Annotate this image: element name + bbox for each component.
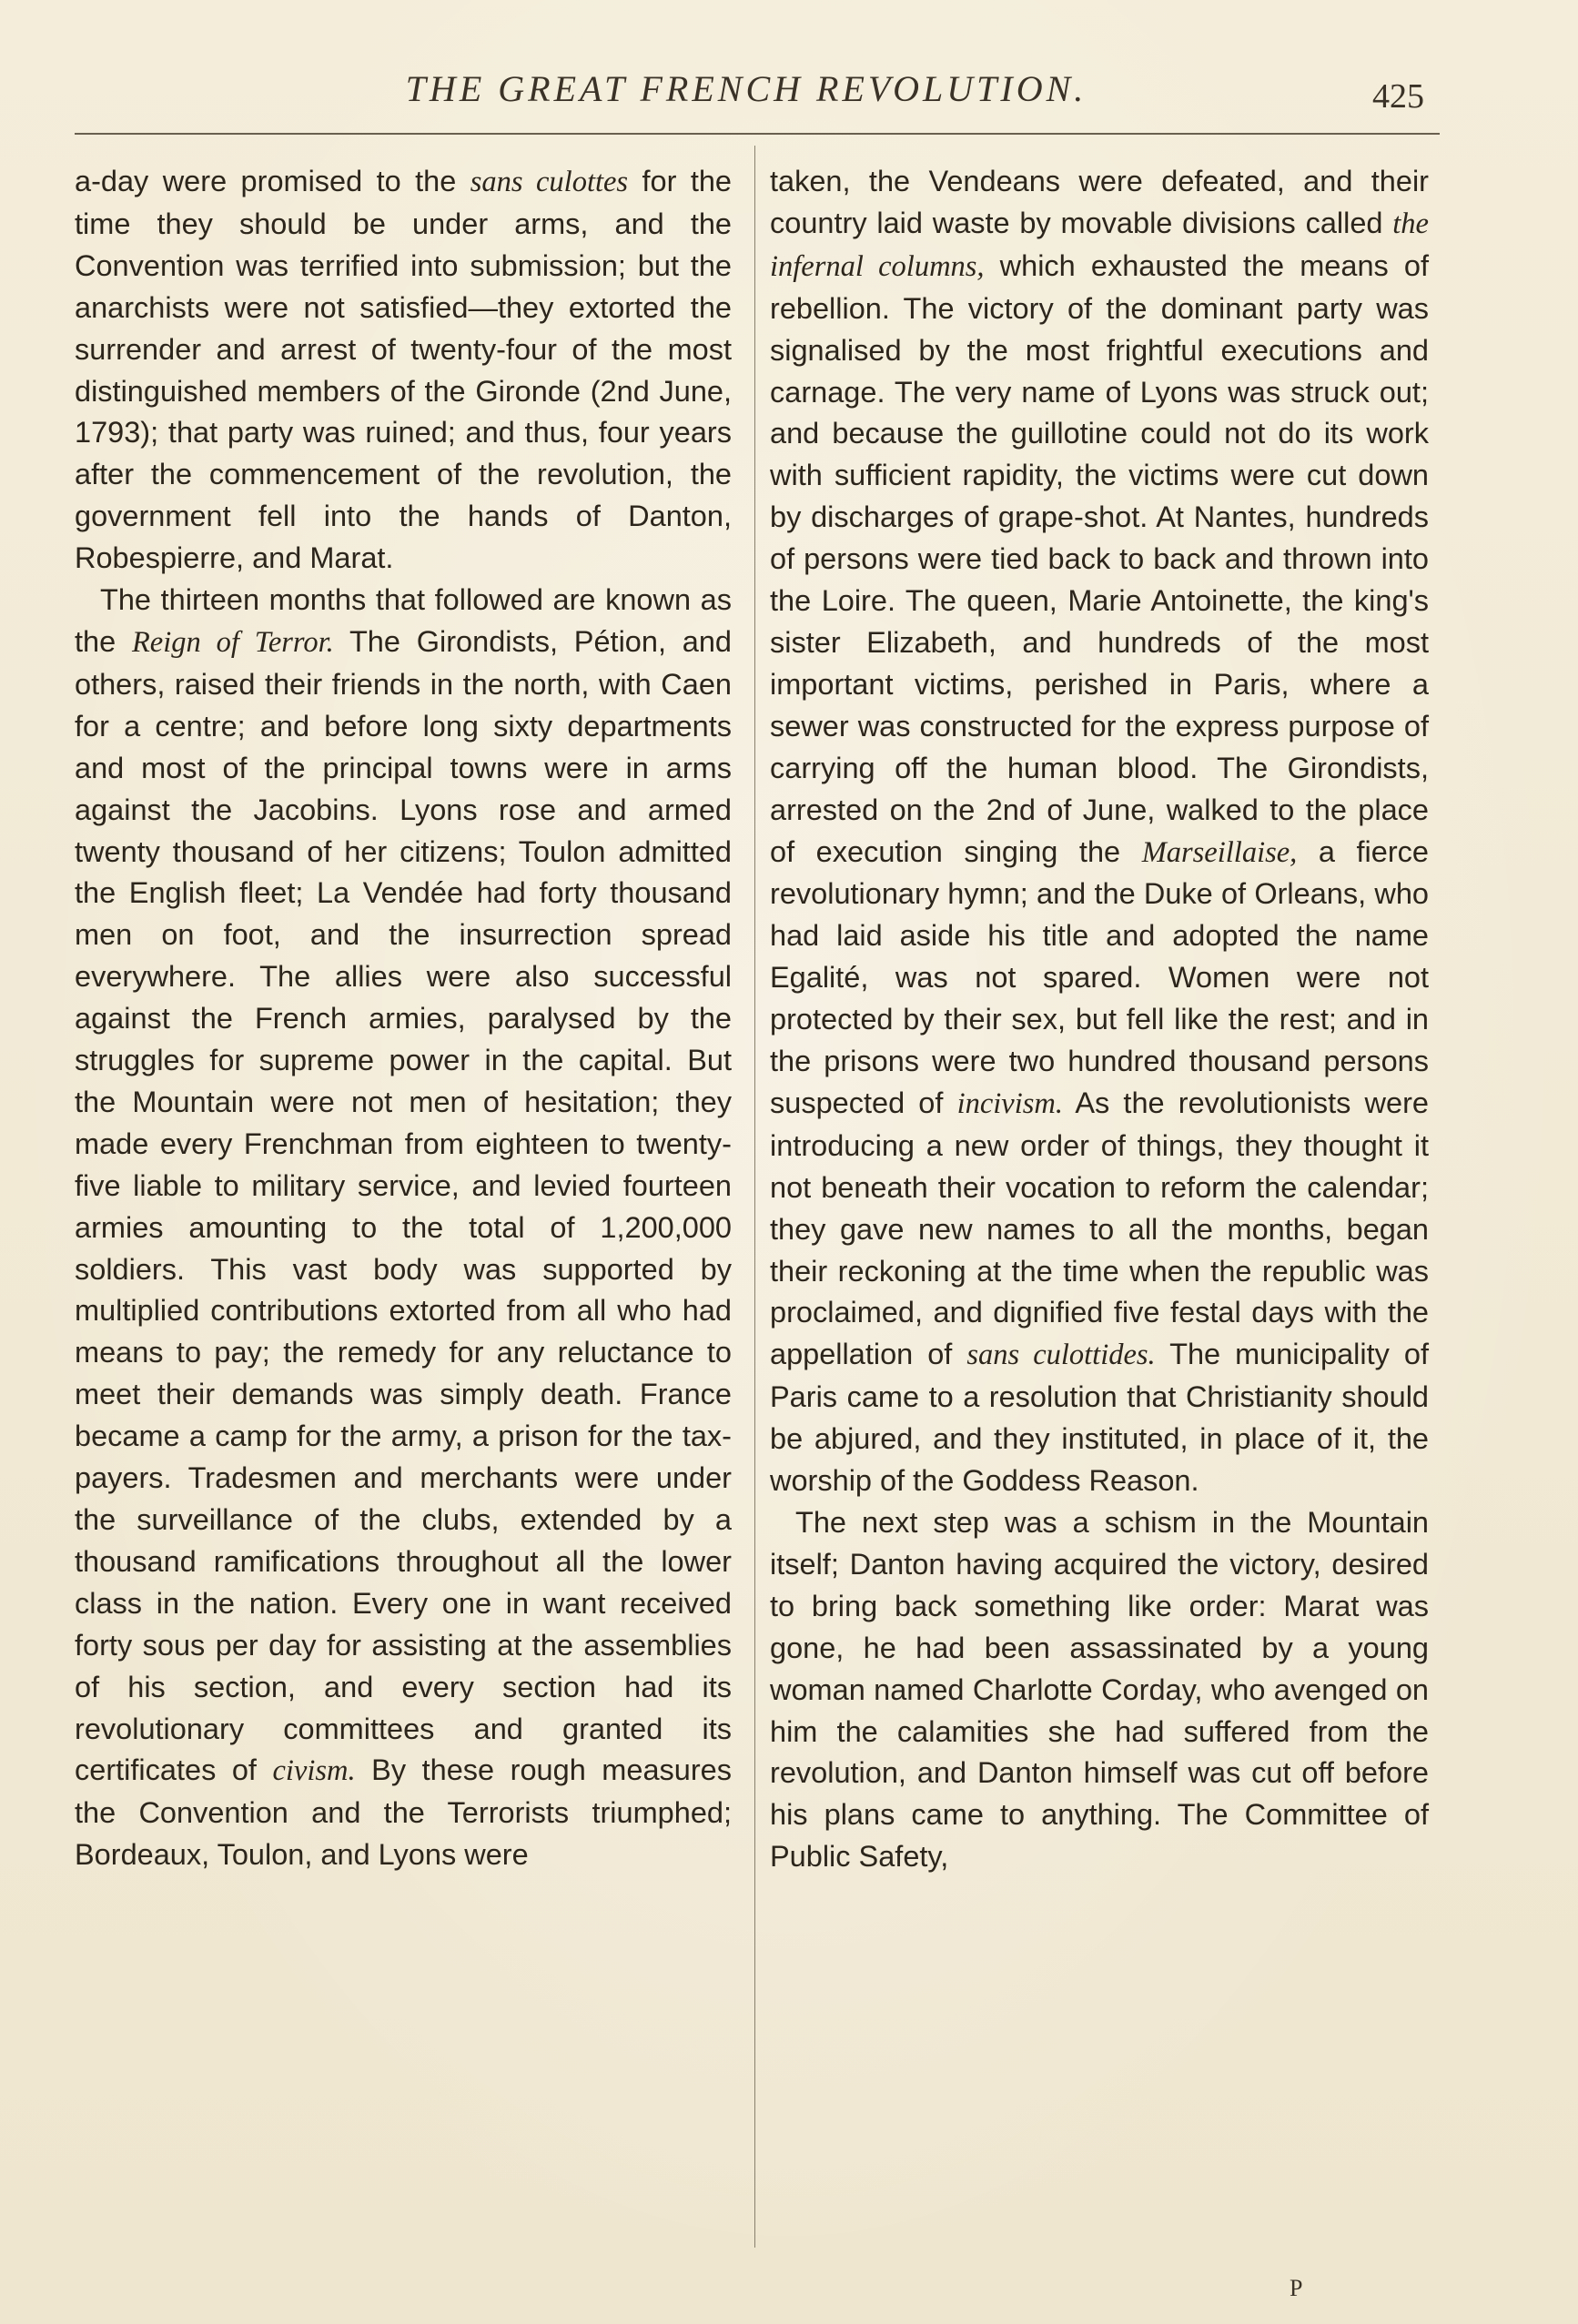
text-run: which exhausted the means of rebellion. The victory of the dominant party was signalised by the most frightful executions and carnage. The very name of Lyons was struck out; and because the guillotine could not do its work with sufficient rapidity, the victims were cut down by discharges of grape-shot. At Nantes, hundreds of persons were tied back to back and thrown into the Loire. The queen, Marie Antoinette, the king's sister Elizabeth, and hundreds of the most important victims, perished in Paris, where a sewer was constructed for the express purpose of carrying off the human blood. The Girondists, arrested on the 2nd of June, walked to the place of execution singing the: [770, 248, 1429, 868]
italic-term: sans culottes: [470, 166, 629, 198]
header-rule: [75, 133, 1440, 135]
left-column-paragraph-2: [75, 580, 732, 1876]
running-title: THE GREAT FRENCH REVOLUTION.: [405, 68, 1087, 109]
text-run: a fierce revolutionary hymn; and the Duke of Orleans, who had laid aside his title and adopted the name Egalité, was not spared. Women were not protected by their sex, but fell like the rest; and in the prisons were two hundred thousand persons suspected of: [770, 834, 1429, 1119]
text-run: The next step was a schism in the Mountain itself; Danton having acquired the victory, desired to bring back something like order: Marat was gone, he had been assassinated by a young woman named Charlotte Corday, who avenged on him the calamities she had suffered from the revolution, and Danton himself was cut off before his plans came to anything. The Committee of Public Safety,: [770, 1506, 1429, 1874]
right-column: [770, 161, 1429, 1878]
text-run: As the revolutionists were introducing a new order of things, they thought it not beneath their vocation to reform the calendar; they gave new names to all the months, began their reckoning at the time when the republic was proclaimed, and dignified five festal days with the appellation of: [770, 1086, 1430, 1371]
italic-term: Marseillaise,: [1141, 835, 1298, 869]
text-run: The municipality of Paris came to a resolution that Christianity should be abjured, and they instituted, in place of it, the worship of the Goddess Reason.: [770, 1338, 1429, 1498]
italic-term: sans culottides.: [966, 1339, 1156, 1372]
signature-mark: P: [1290, 2275, 1303, 2301]
italic-term: civism.: [272, 1754, 356, 1788]
text-run: The Girondists, Pétion, and others, raised their friends in the north, with Caen for a centre; and before long sixty departments and most of the principal towns were in arms against the Jacobins. Lyons rose and armed twenty thousand of her citizens; Toulon admitted the English fleet; La Vendée had forty thousand men on foot, and the insurrection spread everywhere. The allies were also successful against the French armies, paralysed by the struggles for supreme power in the capital. But the Mountain were not men of hesitation; they made every Frenchman from eighteen to twenty-five liable to military service, and levied fourteen armies amounting to the total of 1,200,000 soldiers. This vast body was supported by multiplied contributions extorted from all who had means to pay; the remedy for any reluctance to meet their demands was simply death. France became a camp for the army, a prison for the tax-payers. Tradesmen and merchants were under the surveillance of the clubs, extended by a thousand ramifications throughout all the lower class in the nation. Every one in want received forty sous per day for assisting at the assemblies of his section, and every section had its revolutionary committees and granted its certificates of: [75, 624, 732, 1787]
left-column: [75, 161, 732, 1876]
text-run: for the time they should be under arms, and the Convention was terrified into submission; but the anarchists were not satisfied—they extorted the surrender and arrest of twenty-four of the most distinguished members of the Gironde (2nd June, 1793); that party was ruined; and thus, four years after the commencement of the revolution, the government fell into the hands of Danton, Robespierre, and Marat.: [75, 165, 733, 575]
right-column-paragraph-2: [770, 1502, 1429, 1878]
text-run: By these rough measures the Convention and the Terrorists triumphed; Bordeaux, Toulon, and Lyons were: [75, 1753, 732, 1872]
italic-term: Reign of Terror.: [131, 625, 334, 659]
left-column-paragraph-1: [75, 161, 732, 580]
right-column-paragraph-1: [770, 161, 1429, 1502]
italic-term: the infernal columns,: [770, 207, 1429, 283]
text-run: The thirteen months that followed are known as the: [75, 583, 732, 658]
italic-term: incivism.: [956, 1086, 1063, 1120]
text-run: taken, the Vendeans were defeated, and their country laid waste by movable divisions called: [770, 165, 1429, 239]
column-divider: [754, 146, 755, 2248]
text-run: a-day were promised to the: [75, 165, 470, 197]
page-number: 425: [1372, 77, 1424, 116]
